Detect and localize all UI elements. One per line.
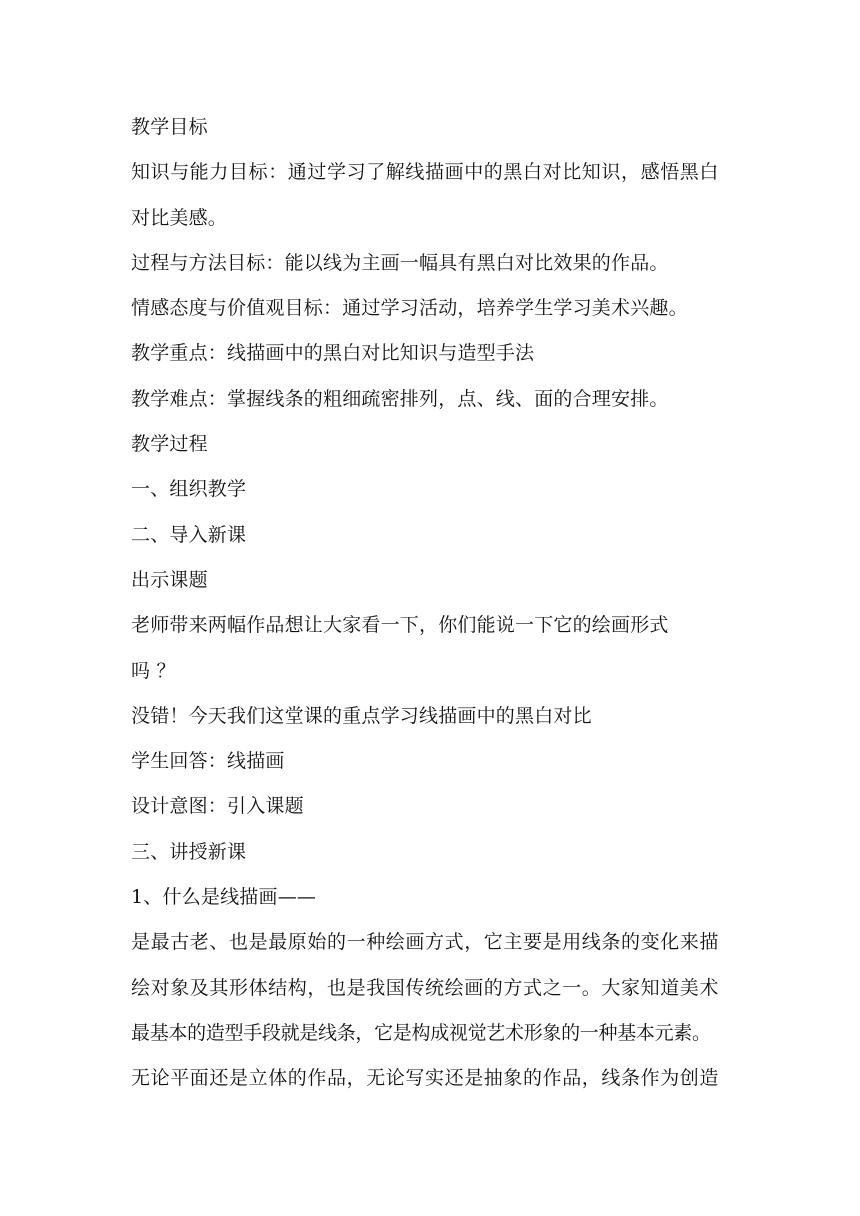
paragraph-teacher-question: 老师带来两幅作品想让大家看一下，你们能说一下它的绘画形式 bbox=[131, 614, 669, 637]
document-body bbox=[131, 112, 751, 1109]
paragraph-knowledge-goal-cont: 对比美感。 bbox=[131, 206, 228, 229]
paragraph-knowledge-goal: 知识与能力目标：通过学习了解线描画中的黑白对比知识，感悟黑白 bbox=[131, 161, 720, 184]
paragraph-correct: 没错！今天我们这堂课的重点学习线描画中的黑白对比 bbox=[131, 704, 592, 727]
paragraph-definition-2: 绘对象及其形体结构，也是我国传统绘画的方式之一。大家知道美术 bbox=[131, 976, 720, 999]
paragraph-show-title: 出示课题 bbox=[131, 568, 208, 591]
paragraph-design-intent: 设计意图：引入课题 bbox=[131, 795, 304, 818]
paragraph-definition-3: 最基本的造型手段就是线条，它是构成视觉艺术形象的一种基本元素。 bbox=[131, 1021, 711, 1044]
section-organize: 一、组织教学 bbox=[131, 478, 247, 501]
paragraph-teacher-question-cont: 吗 ？ bbox=[131, 659, 176, 682]
paragraph-process-goal: 过程与方法目标：能以线为主画一幅具有黑白对比效果的作品。 bbox=[131, 251, 669, 274]
paragraph-key-points: 教学重点：线描画中的黑白对比知识与造型手法 bbox=[131, 342, 535, 365]
paragraph-student-answer: 学生回答：线描画 bbox=[131, 750, 285, 773]
heading-teaching-process: 教学过程 bbox=[131, 433, 208, 456]
paragraph-emotion-goal: 情感态度与价值观目标：通过学习活动，培养学生学习美术兴趣。 bbox=[131, 297, 688, 320]
paragraph-definition-1: 是最古老、也是最原始的一种绘画方式，它主要是用线条的变化来描 bbox=[131, 931, 720, 954]
paragraph-definition-4: 无论平面还是立体的作品，无论写实还是抽象的作品，线条作为创造 bbox=[131, 1067, 720, 1090]
paragraph-difficulties: 教学难点：掌握线条的粗细疏密排列，点、线、面的合理安排。 bbox=[131, 387, 669, 410]
heading-teaching-goals: 教学目标 bbox=[131, 116, 208, 138]
subsection-what-is-line-drawing: 1、什么是线描画—— bbox=[131, 886, 317, 909]
section-teach-new: 三、讲授新课 bbox=[131, 840, 247, 863]
section-introduce: 二、导入新课 bbox=[131, 523, 247, 546]
